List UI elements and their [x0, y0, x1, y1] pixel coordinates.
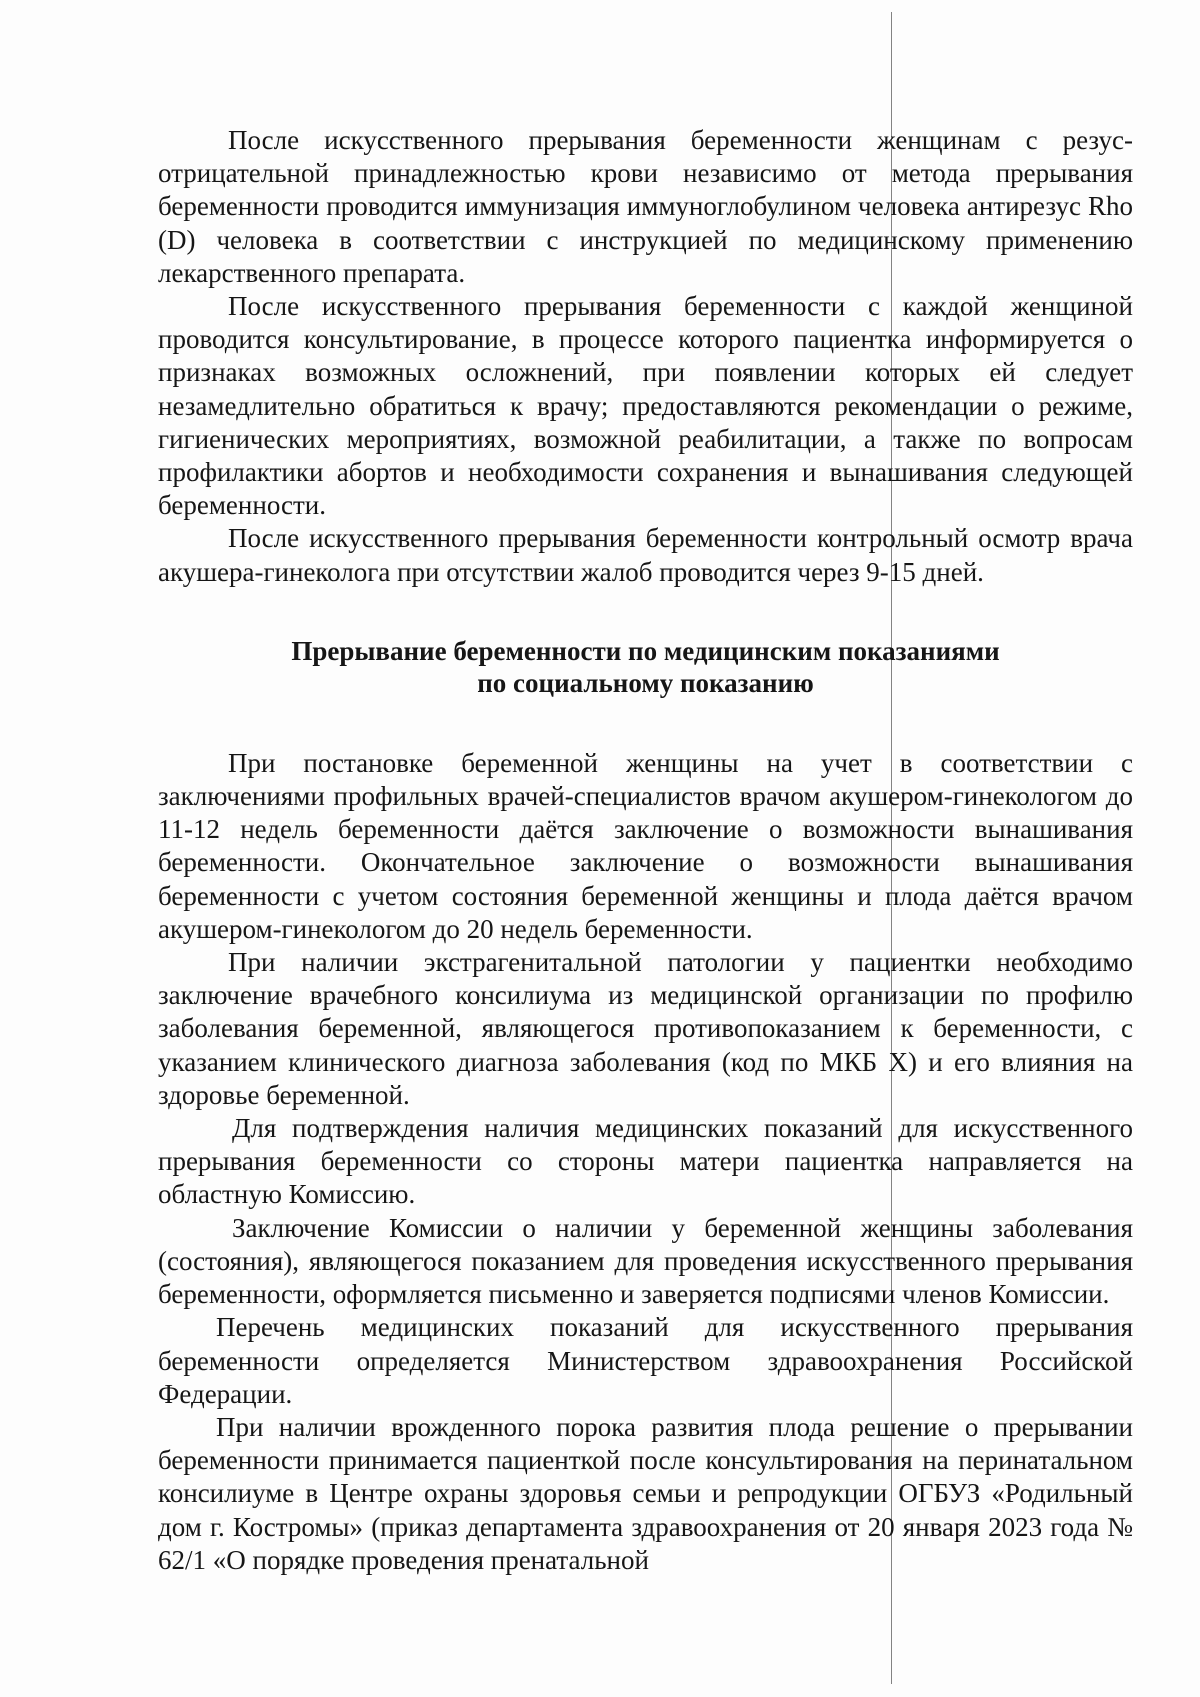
paragraph-congenital-defect: При наличии врожденного порока развития плода решение о прерывании беременности принимается пациенткой после консультирования на перинатальном консилиуме в Центре охраны здоровья семьи и репродукции ОГБУЗ «Родильный дом г. Костромы» (приказ департамента здравоохранения от 20 января 2023 года № 62/1 «О порядке проведения пренатальной: [158, 1411, 1133, 1575]
section-heading: [158, 635, 1133, 699]
paragraph-rh-immunization: После искусственного прерывания беременности женщинам с резус-отрицательной принадлежностью крови независимо от метода прерывания беременности проводится иммунизация иммуноглобулином человека антирезус Rho (D) человека в соответствии с инструкцией по медицинскому применению лекарственного препарата.: [158, 125, 1133, 288]
section-heading-line-2: по социальному показанию: [477, 667, 814, 698]
paragraph-control-exam: После искусственного прерывания беременности контрольный осмотр врача акушера-гинеколога при отсутствии жалоб проводится через 9-15 дней.: [158, 523, 1133, 587]
document-body: [158, 124, 1133, 1577]
section-heading-line-1: Прерывание беременности по медицинским показаниями: [291, 635, 1000, 666]
paragraph-commission-conclusion: Заключение Комиссии о наличии у беременной женщины заболевания (состояния), являющегося показанием для проведения искусственного прерывания беременности, оформляется письменно и заверяется подписями членов Комиссии.: [158, 1212, 1133, 1310]
paragraph-extragenital-pathology: При наличии экстрагенитальной патологии у пациентки необходимо заключение врачебного консилиума из медицинской организации по профилю заболевания беременной, являющегося противопоказанием к беременности, с указанием клинического диагноза заболевания (код по МКБ X) и его влияния на здоровье беременной.: [158, 947, 1133, 1110]
paragraph-consultation: После искусственного прерывания беременности с каждой женщиной проводится консультирование, в процессе которого пациентка информируется о признаках возможных осложнений, при появлении которых ей следует незамедлительно обратиться к врачу; предоставляются рекомендации о режиме, гигиенических мероприятиях, возможной реабилитации, а также по вопросам профилактики абортов и необходимости сохранения и вынашивания следующей беременности.: [158, 291, 1133, 521]
paragraph-medical-indications: Для подтверждения наличия медицинских показаний для искусственного прерывания беременности со стороны матери пациентка направляется на областную Комиссию.: [158, 1113, 1133, 1210]
paragraph-registration: При постановке беременной женщины на учет в соответствии с заключениями профильных врачей-специалистов врачом акушером-гинекологом до 11-12 недель беременности даётся заключение о возможности вынашивания беременности. Окончательное заключение о возможности вынашивания беременности с учетом состояния беременной женщины и плода даётся врачом акушером-гинекологом до 20 недель беременности.: [158, 747, 1133, 944]
paragraph-indications-list: Перечень медицинских показаний для искусственного прерывания беременности определяется Министерством здравоохранения Российской Федерации.: [158, 1312, 1133, 1409]
